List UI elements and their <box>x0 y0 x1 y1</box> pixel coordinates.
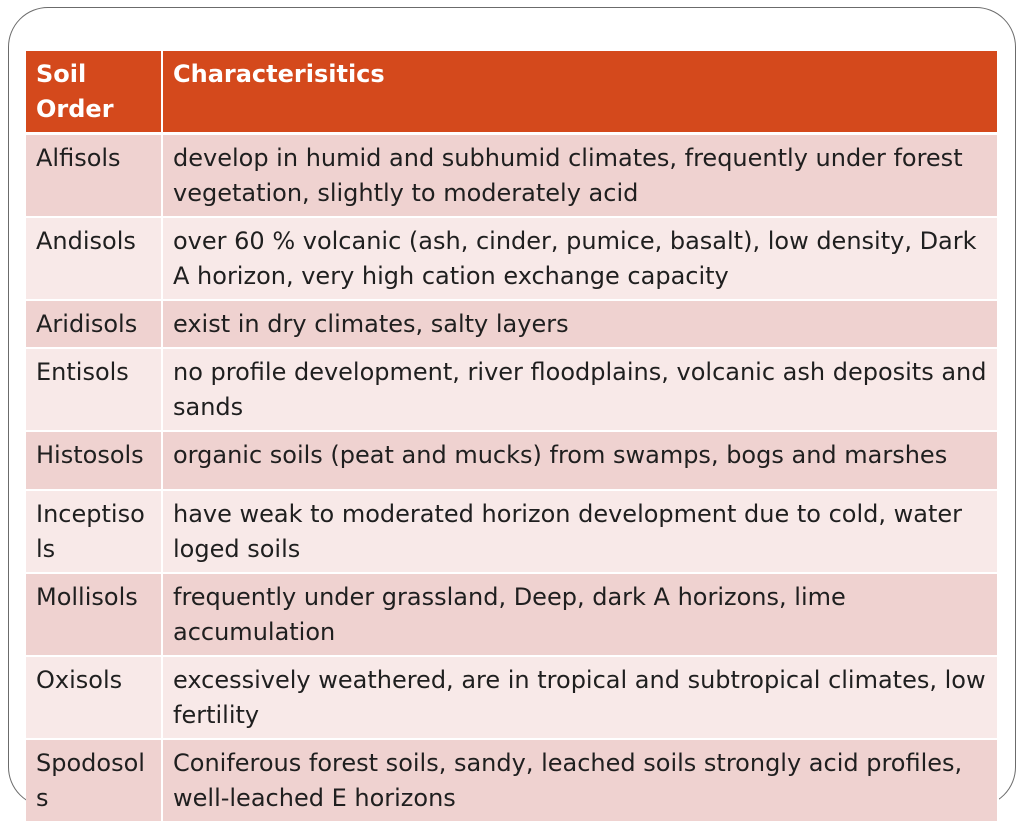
soil-order-cell: Aridisols <box>26 300 162 348</box>
table-row <box>26 300 998 348</box>
soil-order-cell: Oxisols <box>26 656 162 739</box>
characteristics-cell: no profile development, river floodplains, volcanic ash deposits and sands <box>162 348 998 431</box>
soil-order-cell: Histosols <box>26 431 162 490</box>
header-soil-order: Soil Order <box>26 51 162 134</box>
table-header-row <box>26 51 998 134</box>
soil-order-cell: Spodosols <box>26 739 162 822</box>
soil-order-cell: Inceptisols <box>26 490 162 573</box>
table-row <box>26 656 998 739</box>
characteristics-cell: organic soils (peat and mucks) from swamps, bogs and marshes <box>162 431 998 490</box>
table-row <box>26 573 998 656</box>
characteristics-cell: exist in dry climates, salty layers <box>162 300 998 348</box>
soil-order-cell: Entisols <box>26 348 162 431</box>
characteristics-cell: excessively weathered, are in tropical and subtropical climates, low fertility <box>162 656 998 739</box>
characteristics-cell: frequently under grassland, Deep, dark A horizons, lime accumulation <box>162 573 998 656</box>
characteristics-cell: have weak to moderated horizon development due to cold, water loged soils <box>162 490 998 573</box>
soil-orders-table <box>26 51 999 823</box>
table-row <box>26 490 998 573</box>
table-row <box>26 348 998 431</box>
soil-order-cell: Mollisols <box>26 573 162 656</box>
characteristics-cell: over 60 % volcanic (ash, cinder, pumice, basalt), low density, Dark A horizon, very high cation exchange capacity <box>162 217 998 300</box>
characteristics-cell: Coniferous forest soils, sandy, leached soils strongly acid profiles, well-leached E horizons <box>162 739 998 822</box>
table-row <box>26 739 998 822</box>
soil-order-cell: Alfisols <box>26 134 162 218</box>
table-row <box>26 134 998 218</box>
table-row <box>26 217 998 300</box>
soil-order-cell: Andisols <box>26 217 162 300</box>
header-characteristics: Characterisitics <box>162 51 998 134</box>
soil-orders-table-container <box>26 51 998 823</box>
characteristics-cell: develop in humid and subhumid climates, frequently under forest vegetation, slightly to moderately acid <box>162 134 998 218</box>
table-row <box>26 431 998 490</box>
